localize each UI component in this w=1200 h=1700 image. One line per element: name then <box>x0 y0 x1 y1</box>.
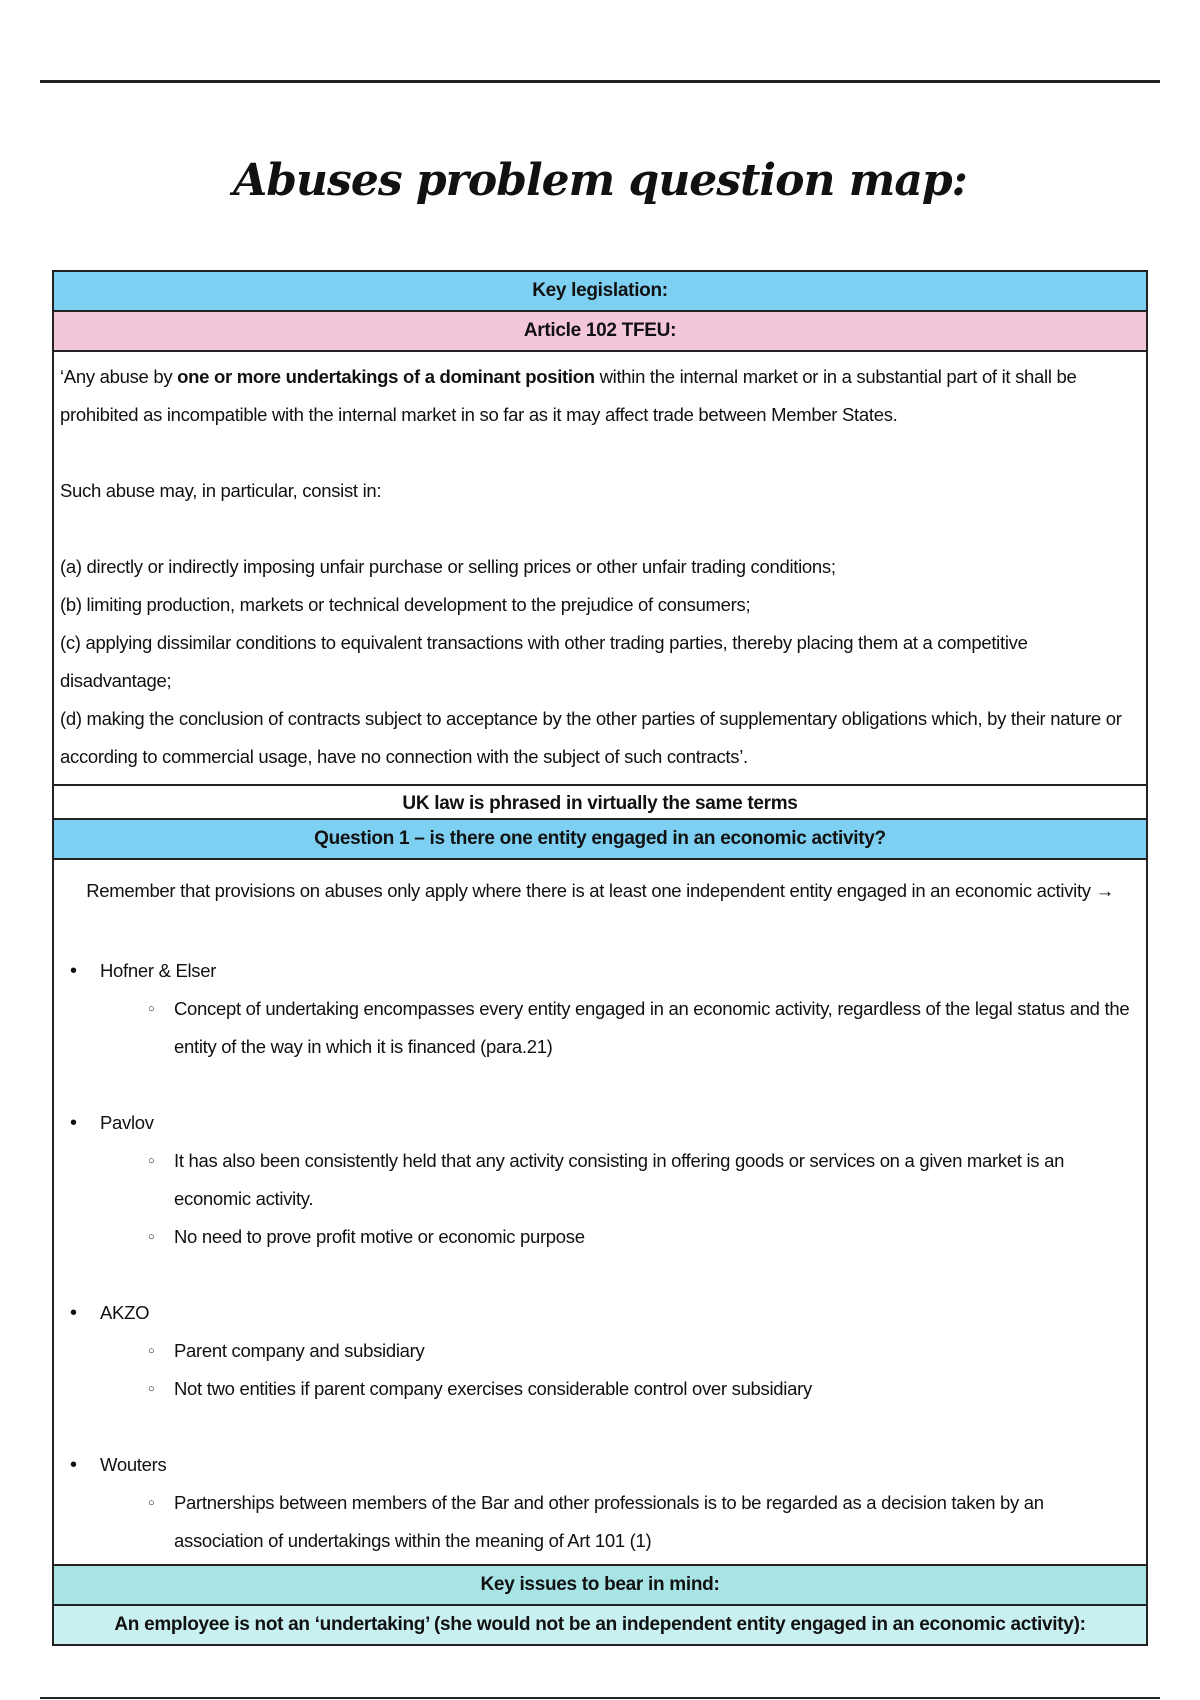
key-issues-header: Key issues to bear in mind: <box>54 1566 1146 1606</box>
key-legislation-header: Key legislation: <box>54 272 1146 312</box>
case-points <box>100 1142 1130 1256</box>
abuse-item-b: (b) limiting production, markets or technical development to the prejudice of consumers; <box>60 594 751 615</box>
case-list <box>60 952 1140 1560</box>
uk-law-note: UK law is phrased in virtually the same terms <box>402 793 798 814</box>
case-point: ○ Parent company and subsidiary <box>148 1332 1130 1370</box>
case-points <box>100 1484 1130 1560</box>
question-1-intro: Remember that provisions on abuses only apply where there is at least one independent entity engaged in an economic activity → <box>86 880 1114 901</box>
article-quote <box>60 358 1140 434</box>
question-1-header: Question 1 – is there one entity engaged in an economic activity? <box>54 820 1146 860</box>
case-name: AKZO <box>100 1302 150 1323</box>
case-points <box>100 990 1130 1066</box>
article-102-header: Article 102 TFEU: <box>54 312 1146 352</box>
bottom-rule <box>40 1697 1160 1699</box>
abuse-item-a: (a) directly or indirectly imposing unfair purchase or selling prices or other unfair trading conditions; <box>60 556 836 577</box>
quote-start: ‘Any abuse by <box>60 366 178 387</box>
question-1-table <box>52 818 1148 1646</box>
question-1-body <box>54 860 1146 1566</box>
case-name: Hofner & Elser <box>100 960 217 981</box>
page-title: Abuses problem question map: <box>233 155 967 206</box>
abuse-item-d: (d) making the conclusion of contracts subject to acceptance by the other parties of supplementary obligations which, by their nature or according to commercial usage, have no connection with the subject of such contracts’. <box>60 708 1122 767</box>
such-abuse-line: Such abuse may, in particular, consist in: <box>60 480 382 501</box>
case-point: ○ It has also been consistently held that any activity consisting in offering goods or services on a given market is an economic activity. <box>148 1142 1130 1218</box>
case-name: Wouters <box>100 1454 167 1475</box>
case-point: ○ Concept of undertaking encompasses every entity engaged in an economic activity, regardless of the legal status and the entity of the way in which it is financed (para.21) <box>148 990 1130 1066</box>
key-issue-employee: An employee is not an ‘undertaking’ (she would not be an independent entity engaged in an economic activity): <box>54 1606 1146 1644</box>
case-point: ○ No need to prove profit motive or economic purpose <box>148 1218 1130 1256</box>
article-102-text <box>54 352 1146 786</box>
abuse-item-c: (c) applying dissimilar conditions to equivalent transactions with other trading parties, thereby placing them at a competitive disadvantage; <box>60 632 1028 691</box>
case-pavlov <box>70 1104 1130 1256</box>
case-wouters <box>70 1446 1130 1560</box>
top-rule <box>40 80 1160 83</box>
case-hofner <box>70 952 1130 1066</box>
key-legislation-table <box>52 270 1148 824</box>
case-point: ○ Not two entities if parent company exercises considerable control over subsidiary <box>148 1370 1130 1408</box>
case-name: Pavlov <box>100 1112 154 1133</box>
case-point: ○ Partnerships between members of the Bar and other professionals is to be regarded as a decision taken by an association of undertakings within the meaning of Art 101 (1) <box>148 1484 1130 1560</box>
case-points <box>100 1332 1130 1408</box>
quote-rest: within the internal market or in a substantial part of it shall be prohibited as incompatible with the internal market in so far as it may affect trade between Member States. <box>60 366 1077 425</box>
quote-bold: one or more undertakings of a dominant position <box>177 366 595 387</box>
case-akzo <box>70 1294 1130 1408</box>
